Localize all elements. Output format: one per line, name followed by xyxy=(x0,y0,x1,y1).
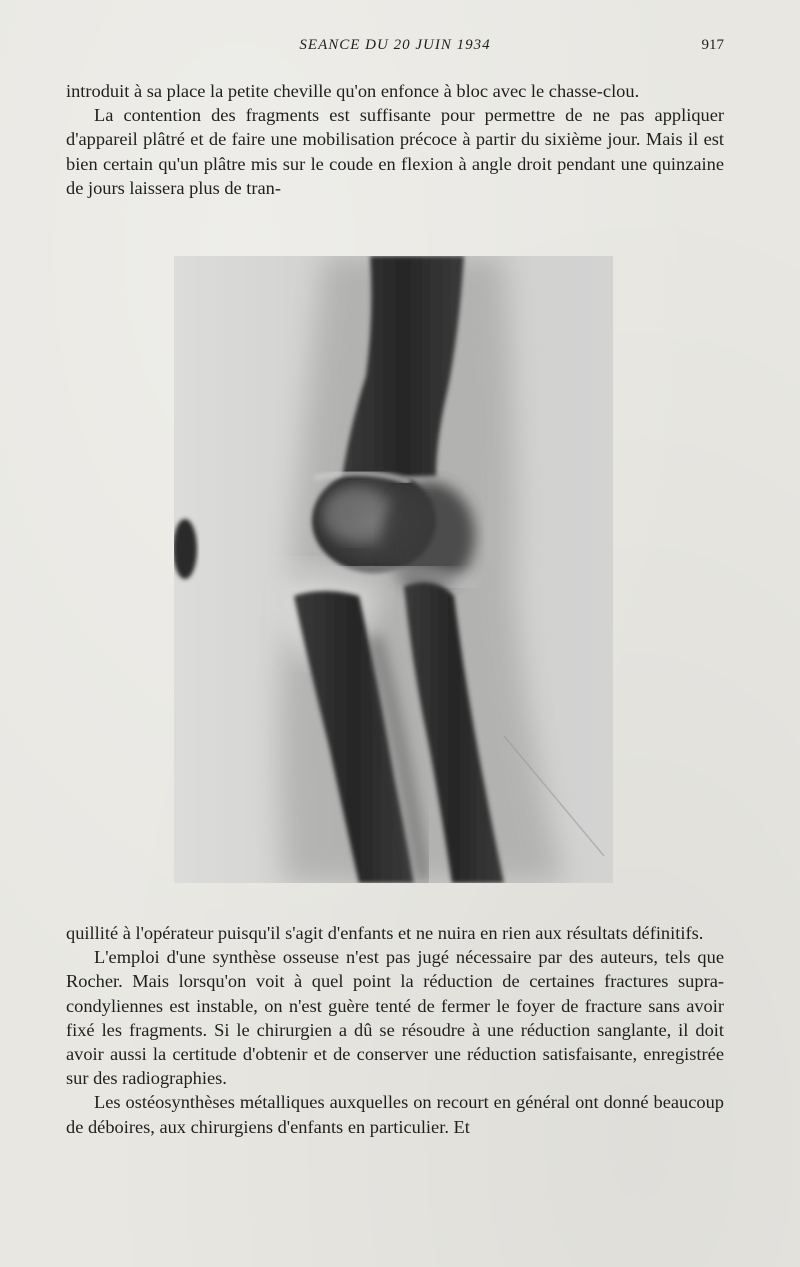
paragraph: La contention des fragments est suffisante pour permettre de ne pas appliquer d'appareil plâtré et de faire une mobilisation précoce à partir du sixième jour. Mais il est bien certain qu'un plâtre mis sur le coude en flexion à angle droit pendant une quinzaine de jours laissera plus de tran- xyxy=(66,105,724,198)
running-title: SEANCE DU 20 JUIN 1934 xyxy=(299,37,491,53)
paragraph: quillité à l'opérateur puisqu'il s'agit d'enfants et ne nuira en rien aux résultats définitifs. xyxy=(66,923,704,943)
radiograph-figure xyxy=(174,256,613,883)
text-block-bottom xyxy=(66,921,724,1139)
text-block-top xyxy=(66,79,724,200)
paragraph: L'emploi d'une synthèse osseuse n'est pas jugé nécessaire par des auteurs, tels que Rocher. Mais lorsqu'on voit à quel point la réduction de certaines fractures supra-condyliennes est instable, on n'est guère tenté de fermer le foyer de fracture sans avoir fixé les fragments. Si le chirurgien a dû se résoudre à une réduction sanglante, il doit avoir aussi la certitude d'obtenir et de conserver une réduction satisfaisante, enregistrée sur des radiographies. xyxy=(66,947,724,1089)
running-head xyxy=(66,37,724,59)
paragraph: introduit à sa place la petite cheville qu'on enfonce à bloc avec le chasse-clou. xyxy=(66,81,640,101)
page-number: 917 xyxy=(701,37,724,53)
paragraph: Les ostéosynthèses métalliques auxquelles on recourt en général ont donné beaucoup de déboires, aux chirurgiens d'enfants en particulier. Et xyxy=(66,1092,724,1137)
elbow-radiograph-image xyxy=(174,256,613,883)
